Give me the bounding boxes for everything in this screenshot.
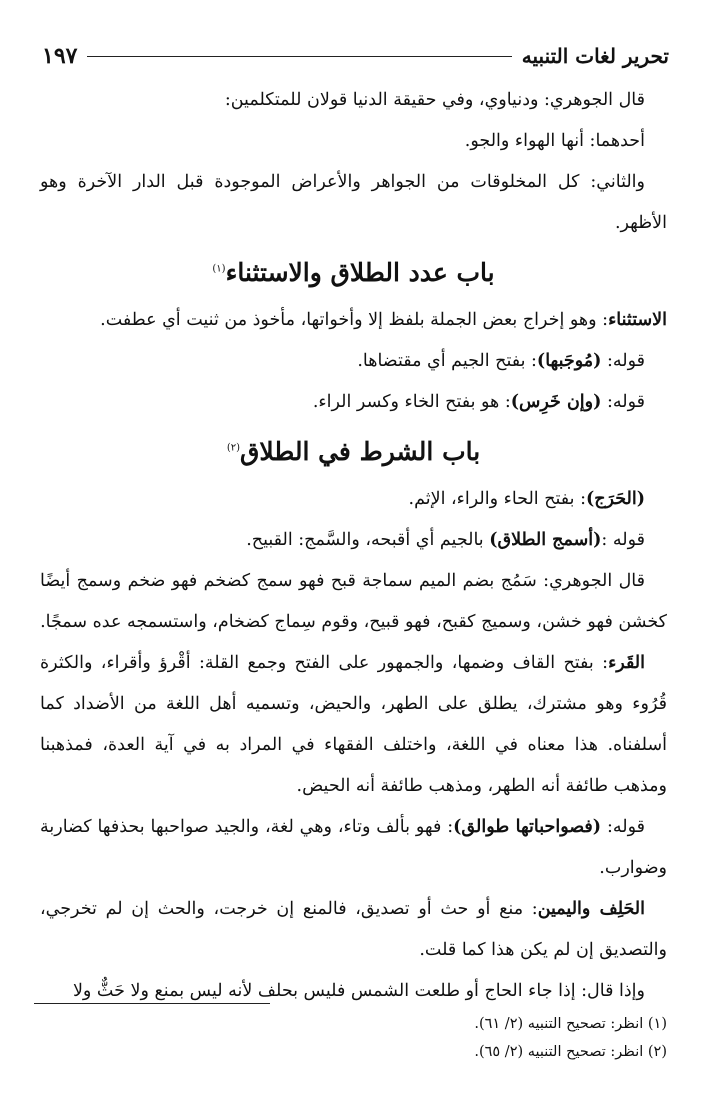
footnote-1: (١) انظر: تصحيح التنبيه (٢/ ٦١). <box>474 1016 667 1032</box>
footnotes <box>40 1010 667 1066</box>
term: القَرء <box>608 653 645 673</box>
paragraph-sawahibat <box>40 807 667 889</box>
paragraph-halif <box>40 889 667 971</box>
definition: : وهو إخراج بعض الجملة بلفظ إلا وأخواتها، مأخوذ من ثنيت أي عطفت. <box>100 310 609 330</box>
page-body <box>40 80 667 1012</box>
definition: : هو بفتح الخاء وكسر الراء. <box>312 392 511 412</box>
paragraph-jawhari-dunyawi: قال الجوهري: ودنياوي، وفي حقيقة الدنيا قولان للمتكلمين: <box>224 90 645 110</box>
lead: قوله: <box>601 392 645 412</box>
paragraph-samuj: قال الجوهري: سَمُج بضم الميم سماجة قبح فهو سمج كضخم فهو ضخم وسمج أيضًا كخشن فهو خشن، وسميج كقبح، فهو قبيح، وقوم سِماج كضخام، واستسمجه عده سمجًا. <box>40 571 667 632</box>
term: الحَلِف واليمين <box>537 899 645 919</box>
footnote-separator <box>34 1003 270 1004</box>
lead: قوله: <box>601 817 645 837</box>
definition: : بفتح الجيم أي مقتضاها. <box>357 351 537 371</box>
definition: : بفتح القاف وضمها، والجمهور على الفتح وجمع القلة: أقْرؤ وأقراء، والكثرة قُرُوء وهو مشترك، يطلق على الطهر، والحيض، وتسميه أهل اللغة من الأضداد كما أسلفناه. هذا معناه في اللغة، واختلف الفقهاء في المراد به في آية العدة، فمذهبنا ومذهب طائفة أنه الطهر، ومذهب طائفة أنه الحيض. <box>40 653 667 796</box>
paragraph-second-opinion: والثاني: كل المخلوقات من الجواهر والأعراض الموجودة قبل الدار الآخرة وهو الأظهر. <box>40 172 667 233</box>
paragraph-asmaj <box>40 520 667 561</box>
paragraph-khuris <box>40 382 667 423</box>
book-title: تحرير لغات التنبيه <box>521 44 669 68</box>
definition: بالجيم أي أقبحه، والسَّمج: القبيح. <box>246 530 490 550</box>
paragraph-haraj <box>40 479 667 520</box>
section-heading-shart <box>40 427 667 477</box>
footnote-ref-1: (١) <box>212 263 226 275</box>
term: (أسمج الطلاق) <box>489 530 602 550</box>
term: (وإن خَرِس) <box>510 392 602 412</box>
running-header <box>42 36 669 76</box>
term: الاستثناء <box>608 310 667 330</box>
definition: : منع أو حث أو تصديق، فالمنع إن خرجت، والحث إن لم تخرجي، والتصديق إن لم يكن هذا كما قلت. <box>40 899 667 960</box>
header-rule <box>87 56 511 57</box>
definition: : فهو بألف وتاء، وهي لغة، والجيد صواحبها بحذفها كضاربة وضوارب. <box>40 817 667 878</box>
paragraph-idha-qal: وإذا قال: إذا جاء الحاج أو طلعت الشمس فليس بحلف لأنه ليس بمنع ولا حَثٌّ ولا <box>72 981 645 1001</box>
footnote-2: (٢) انظر: تصحيح التنبيه (٢/ ٦٥). <box>474 1044 667 1060</box>
page-number: ١٩٧ <box>42 43 78 69</box>
term: (مُوجَبها) <box>536 351 602 371</box>
term: (الحَرَج) <box>585 489 645 509</box>
section-heading-text: باب الشرط في الطلاق <box>240 437 481 466</box>
definition: : بفتح الحاء والراء، الإثم. <box>408 489 586 509</box>
term: (فصواحباتها طوالق) <box>453 817 602 837</box>
lead: قوله : <box>601 530 645 550</box>
paragraph-istithna <box>40 300 667 341</box>
paragraph-first-opinion: أحدهما: أنها الهواء والجو. <box>464 131 645 151</box>
footnote-ref-2: (٢) <box>226 442 240 454</box>
section-heading-text: باب عدد الطلاق والاستثناء <box>225 258 495 287</box>
section-heading-talaq-count <box>40 248 667 298</box>
paragraph-mujabaha <box>40 341 667 382</box>
paragraph-qar <box>40 643 667 807</box>
lead: قوله: <box>601 351 645 371</box>
